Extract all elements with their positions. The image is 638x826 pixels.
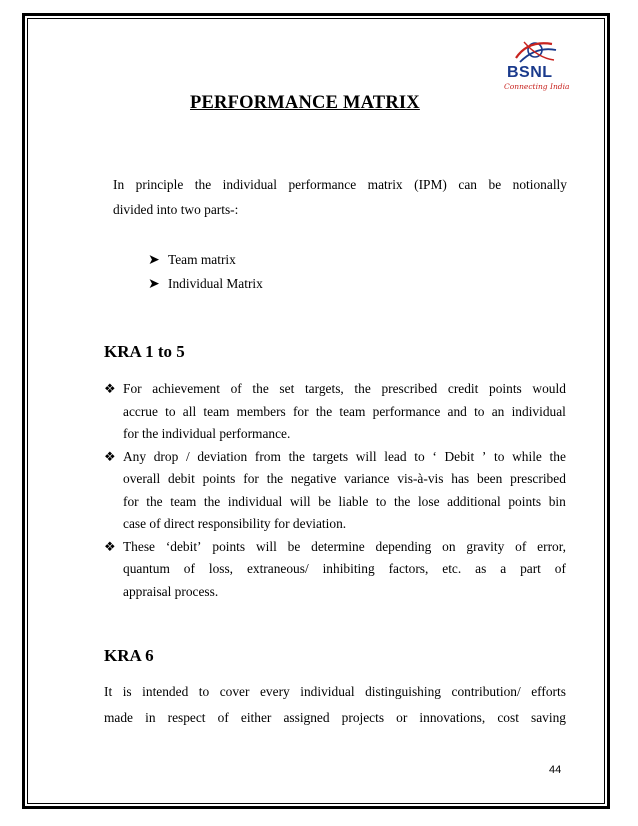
kra-6-word: or	[396, 710, 408, 725]
kra-bullet-text	[123, 561, 566, 577]
kra-bullet-word: to	[494, 448, 505, 464]
kra-1-to-5-bullets	[104, 378, 566, 603]
kra-6-word: assigned	[283, 710, 330, 725]
kra-bullet-word: the	[393, 493, 411, 509]
kra-bullet-word: from	[254, 448, 281, 464]
kra-bullet-word: For	[123, 381, 142, 397]
kra-bullet-word: on	[442, 538, 456, 554]
kra-bullet-word: the	[203, 493, 221, 509]
kra-6-paragraph	[104, 679, 566, 731]
kra-6-word: every	[259, 684, 290, 699]
kra-bullet-word: all	[182, 403, 197, 419]
intro-word: matrix	[367, 177, 403, 192]
kra-bullet-line	[104, 401, 566, 424]
kra-6-line-2	[104, 705, 566, 731]
kra-bullet-word: points	[202, 471, 236, 487]
diamond-bullet-icon: ❖	[104, 381, 116, 397]
part-item-individual	[148, 276, 263, 293]
kra-bullet-word: factors,	[388, 561, 429, 577]
kra-bullet-word: the	[315, 403, 333, 419]
kra-6-word: either	[240, 710, 272, 725]
kra-bullet-word: the	[288, 448, 305, 464]
kra-bullet-word: deviation	[197, 448, 248, 464]
kra-bullet-word: overall	[123, 471, 161, 487]
intro-word: performance	[288, 177, 357, 192]
kra-bullet-word: targets	[312, 448, 349, 464]
kra-bullet-word: and	[447, 403, 467, 419]
kra-bullet-word: accrue	[123, 403, 158, 419]
kra-bullet-word: set	[279, 381, 295, 397]
diamond-bullet-icon: ❖	[104, 538, 116, 554]
kra-bullet-word: of	[515, 538, 527, 554]
kra-bullet-word: lose	[417, 493, 440, 509]
kra-bullet-word: for	[292, 403, 309, 419]
kra-bullet-word: drop	[153, 448, 179, 464]
kra-bullet-word: been	[477, 471, 503, 487]
kra-bullet-line	[104, 491, 566, 514]
kra-bullet-word: negative	[290, 471, 337, 487]
kra-bullet-line	[104, 581, 566, 604]
intro-word: (IPM)	[414, 177, 447, 192]
kra-bullet-word: Debit	[444, 448, 475, 464]
kra-bullet-word: part	[520, 561, 541, 577]
kra-bullet-word: points	[212, 538, 246, 554]
kra-bullet-word: the	[354, 381, 371, 397]
kra-6-word: innovations,	[419, 710, 486, 725]
intro-word: be	[488, 177, 502, 192]
kra-bullet-word: to	[474, 403, 485, 419]
kra-bullet-word: gravity	[466, 538, 505, 554]
kra-bullet-word: team	[339, 403, 366, 419]
kra-6-word: made	[104, 710, 133, 725]
part-label: Individual Matrix	[168, 276, 263, 291]
kra-bullet-word: will	[289, 493, 311, 509]
kra-6-heading: KRA 6	[104, 646, 154, 665]
intro-word: principle	[135, 177, 184, 192]
kra-bullet-word: an	[491, 403, 505, 419]
kra-bullet-word: be	[287, 538, 301, 554]
intro-word: In	[113, 177, 125, 192]
kra-bullet-word: lead	[384, 448, 407, 464]
intro-line-2: divided into two parts-:	[113, 202, 239, 217]
kra-bullet-text: for the individual performance.	[123, 426, 291, 442]
kra-6-word: of	[217, 710, 229, 725]
intro-word: notionally	[512, 177, 567, 192]
kra-bullet-line	[104, 536, 566, 559]
kra-bullet-word: for	[243, 471, 259, 487]
kra-bullet-word: will	[255, 538, 277, 554]
kra-bullet-line	[104, 446, 566, 469]
intro-paragraph	[113, 175, 567, 219]
kra-bullet-word: ‘	[432, 448, 437, 464]
kra-bullet-word: depending	[375, 538, 432, 554]
kra-bullet-word: bin	[548, 493, 566, 509]
kra-bullet-word: while	[512, 448, 542, 464]
page-title: PERFORMANCE MATRIX	[190, 93, 420, 113]
kra-bullet-word: for	[123, 493, 139, 509]
kra-6-word: cost	[497, 710, 519, 725]
kra-1-to-5-heading: KRA 1 to 5	[104, 342, 185, 361]
kra-bullet-word: has	[451, 471, 470, 487]
kra-bullet-word: performance	[372, 403, 441, 419]
kra-bullet-text: appraisal process.	[123, 583, 219, 599]
kra-bullet-word: the	[252, 381, 269, 397]
kra-bullet-line	[104, 468, 566, 491]
intro-word: can	[458, 177, 477, 192]
diamond-bullet-icon: ❖	[104, 448, 116, 464]
kra-bullet-text	[123, 449, 566, 465]
kra-6-word: is	[122, 684, 132, 699]
kra-6-word: efforts	[531, 684, 566, 699]
logo-tagline: Connecting India	[504, 82, 570, 91]
kra-bullet-text	[123, 404, 566, 420]
kra-bullet-word: members	[236, 403, 286, 419]
kra-bullet-word: points	[489, 381, 522, 397]
kra-bullet-word: to	[165, 403, 176, 419]
logo-brand-text: BSNL	[507, 64, 553, 81]
kra-bullet-word: liable	[338, 493, 369, 509]
kra-6-word: individual	[300, 684, 355, 699]
kra-bullet-word: vis-à-vis	[397, 471, 444, 487]
kra-bullet-word: /	[185, 448, 190, 464]
kra-bullet-word: prescribed	[381, 381, 438, 397]
kra-bullet-word: variance	[344, 471, 390, 487]
intro-word: individual	[222, 177, 277, 192]
kra-bullet-word: inhibiting	[322, 561, 375, 577]
kra-6-word: intended	[142, 684, 189, 699]
kra-bullet-word: etc.	[442, 561, 462, 577]
kra-bullet-text: case of direct responsibility for deviation.	[123, 516, 347, 532]
kra-bullet-word: loss,	[208, 561, 234, 577]
part-label: Team matrix	[168, 252, 236, 267]
kra-bullet-word: ’	[481, 448, 487, 464]
kra-bullet-word: to	[414, 448, 425, 464]
kra-bullet-word: team	[203, 403, 230, 419]
kra-bullet-line	[104, 378, 566, 401]
kra-bullet-word: be	[318, 493, 331, 509]
kra-bullet-word: prescribed	[510, 471, 566, 487]
kra-bullet-word: of	[230, 381, 242, 397]
kra-bullet-word: targets,	[304, 381, 344, 397]
kra-6-word: It	[104, 684, 113, 699]
kra-bullet-word: ‘debit’	[165, 538, 202, 554]
kra-bullet-word: points	[508, 493, 542, 509]
kra-6-word: projects	[341, 710, 385, 725]
kra-bullet-word: credit	[447, 381, 479, 397]
kra-6-word: contribution/	[451, 684, 521, 699]
kra-6-word: respect	[167, 710, 206, 725]
intro-line-1	[113, 175, 567, 194]
kra-bullet-word: extraneous/	[246, 561, 309, 577]
kra-6-line-1	[104, 679, 566, 705]
kra-bullet-text	[123, 381, 566, 397]
kra-bullet-word: of	[183, 561, 195, 577]
kra-bullet-word: would	[532, 381, 566, 397]
kra-bullet-line	[104, 558, 566, 581]
kra-bullet-line	[104, 513, 566, 536]
intro-word: the	[194, 177, 212, 192]
kra-6-word: distinguishing	[365, 684, 441, 699]
kra-bullet-word: of	[554, 561, 566, 577]
kra-bullet-word: as	[475, 561, 487, 577]
kra-bullet-word: a	[500, 561, 507, 577]
kra-bullet-word: Any	[123, 448, 147, 464]
kra-bullet-word: individual	[227, 493, 283, 509]
kra-bullet-word: determine	[311, 538, 365, 554]
kra-bullet-text	[123, 539, 566, 555]
kra-6-word: in	[145, 710, 156, 725]
kra-bullet-word: individual	[511, 403, 566, 419]
kra-bullet-word: error,	[537, 538, 566, 554]
kra-bullet-word: additional	[447, 493, 501, 509]
kra-6-word: cover	[219, 684, 250, 699]
kra-bullet-word: debit	[168, 471, 195, 487]
kra-6-word: to	[198, 684, 210, 699]
kra-bullet-text	[123, 471, 566, 487]
arrow-bullet-icon: ➤	[148, 277, 160, 292]
kra-bullet-word: the	[266, 471, 284, 487]
kra-bullet-word: the	[549, 448, 566, 464]
kra-bullet-text	[123, 494, 566, 510]
kra-bullet-word: achievement	[152, 381, 220, 397]
page-number: 44	[549, 764, 562, 776]
part-item-team	[148, 252, 236, 269]
kra-bullet-word: to	[375, 493, 387, 509]
arrow-bullet-icon: ➤	[148, 253, 160, 268]
kra-bullet-word: will	[355, 448, 377, 464]
kra-bullet-word: the	[146, 493, 163, 509]
kra-bullet-word: quantum	[123, 561, 170, 577]
kra-bullet-line	[104, 423, 566, 446]
kra-bullet-word: team	[170, 493, 197, 509]
kra-bullet-word: These	[123, 538, 155, 554]
kra-6-word: saving	[531, 710, 566, 725]
